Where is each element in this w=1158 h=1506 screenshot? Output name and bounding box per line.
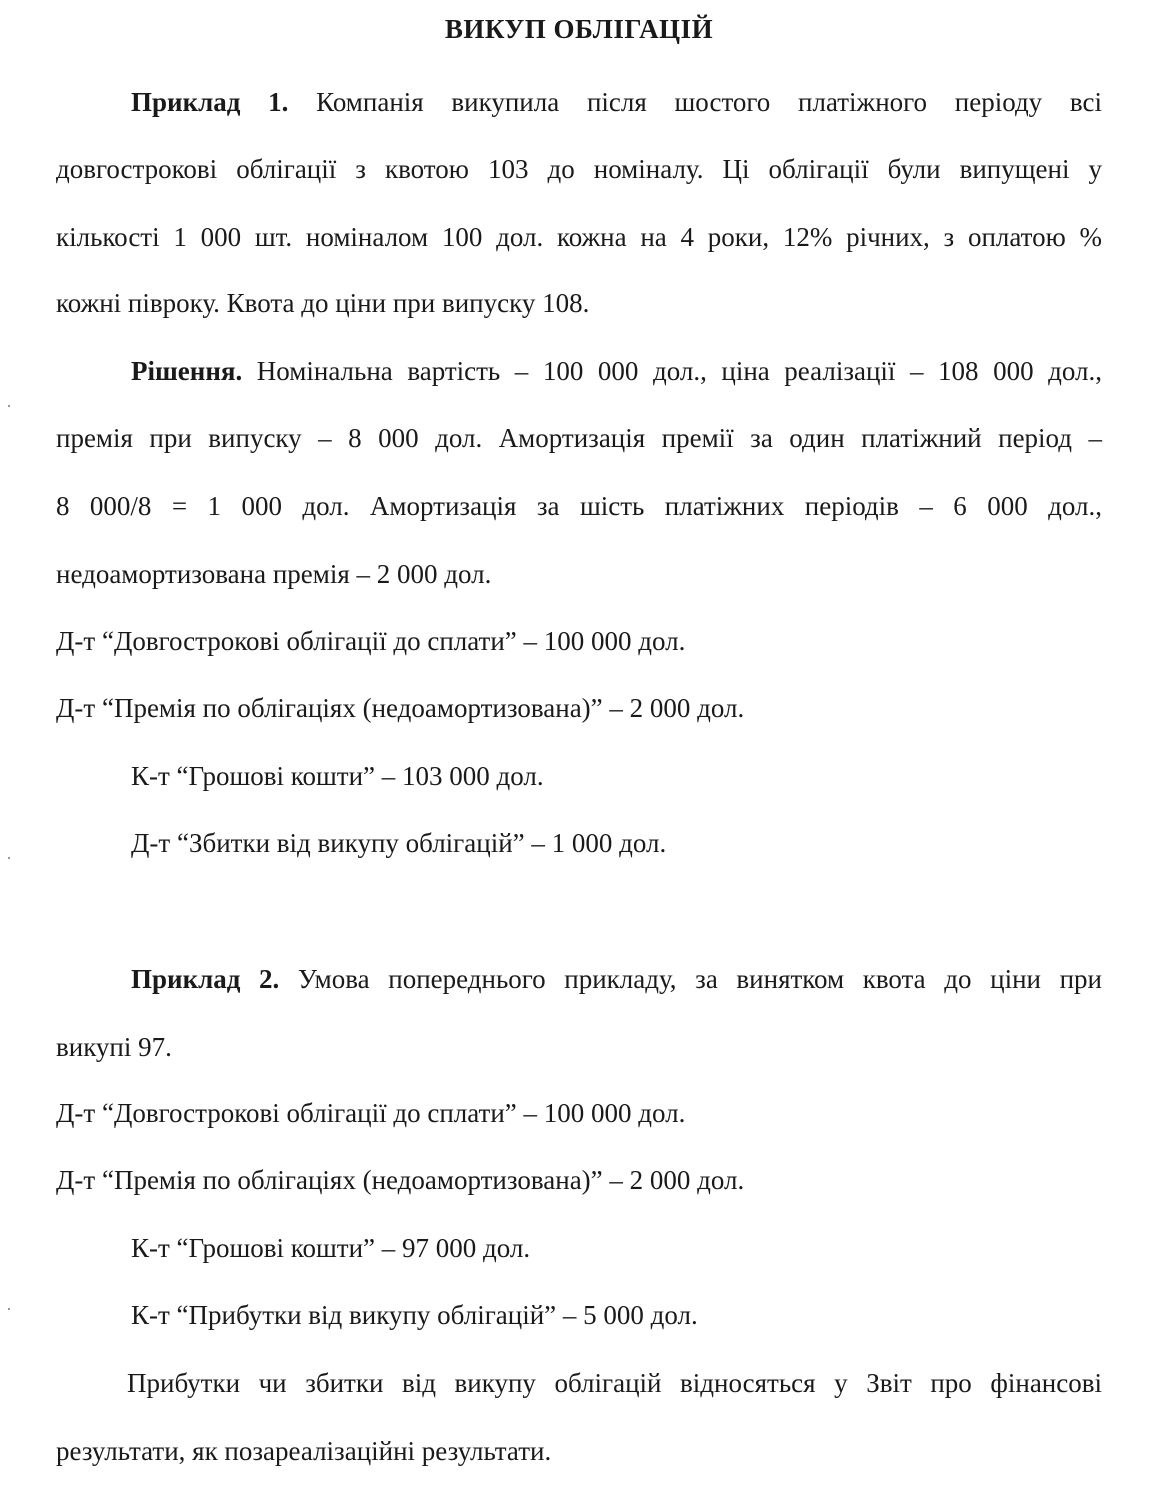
example2-text-1: Умова попереднього прикладу, за винятком квота до ціни при (279, 964, 1102, 994)
solution-line-4: недоамортизована премія – 2 000 дол. (56, 559, 492, 589)
example1-text-1: Компанія викупила після шостого платіжного періоду всі (288, 87, 1102, 117)
solution-label: Рішення. (131, 356, 243, 386)
entry2-debit-premium: Д-т “Премія по облігаціях (недоамортизована)” – 2 000 дол. (56, 1165, 745, 1195)
example2-line-2: викупі 97. (56, 1032, 172, 1062)
scan-speck (8, 857, 10, 859)
example2-line-1 (131, 961, 1102, 997)
entry1-credit-cash: К-т “Грошові кошти” – 103 000 дол. (131, 761, 544, 791)
scan-speck (8, 405, 10, 407)
entry2-debit-bonds: Д-т “Довгострокові облігації до сплати” – 100 000 дол. (56, 1098, 686, 1128)
example1-label: Приклад 1. (131, 87, 289, 117)
entry1-debit-loss: Д-т “Збитки від викупу облігацій” – 1 000 дол. (131, 828, 667, 858)
example1-line-3: кількості 1 000 шт. номіналом 100 дол. кожна на 4 роки, 12% річних, з оплатою % (56, 222, 1102, 252)
conclusion-line-2: результати, як позареалізаційні результати. (56, 1436, 552, 1466)
scan-speck (8, 1308, 10, 1310)
example1-line-4: кожні півроку. Квота до ціни при випуску 108. (56, 288, 590, 318)
example1-line-2: довгострокові облігації з квотою 103 до номіналу. Ці облігації були випущені у (56, 154, 1102, 184)
example1-line-1 (131, 84, 1102, 120)
entry1-debit-premium: Д-т “Премія по облігаціях (недоамортизована)” – 2 000 дол. (56, 693, 745, 723)
example2-label: Приклад 2. (131, 964, 280, 994)
solution-line-3: 8 000/8 = 1 000 дол. Амортизація за шість платіжних періодів – 6 000 дол., (56, 491, 1102, 521)
entry2-credit-cash: К-т “Грошові кошти” – 97 000 дол. (131, 1233, 531, 1263)
conclusion-line-1: Прибутки чи збитки від викупу облігацій відносяться у Звіт про фінансові (127, 1368, 1102, 1398)
solution-line-1 (131, 353, 1102, 389)
entry2-credit-profit: К-т “Прибутки від викупу облігацій” – 5 000 дол. (131, 1300, 698, 1330)
solution-text-1: Номінальна вартість – 100 000 дол., ціна реалізації – 108 000 дол., (242, 356, 1102, 386)
solution-line-2: премія при випуску – 8 000 дол. Амортизація премії за один платіжний період – (56, 423, 1102, 453)
page-title: ВИКУП ОБЛІГАЦІЙ (444, 14, 714, 44)
entry1-debit-bonds: Д-т “Довгострокові облігації до сплати” – 100 000 дол. (56, 626, 686, 656)
